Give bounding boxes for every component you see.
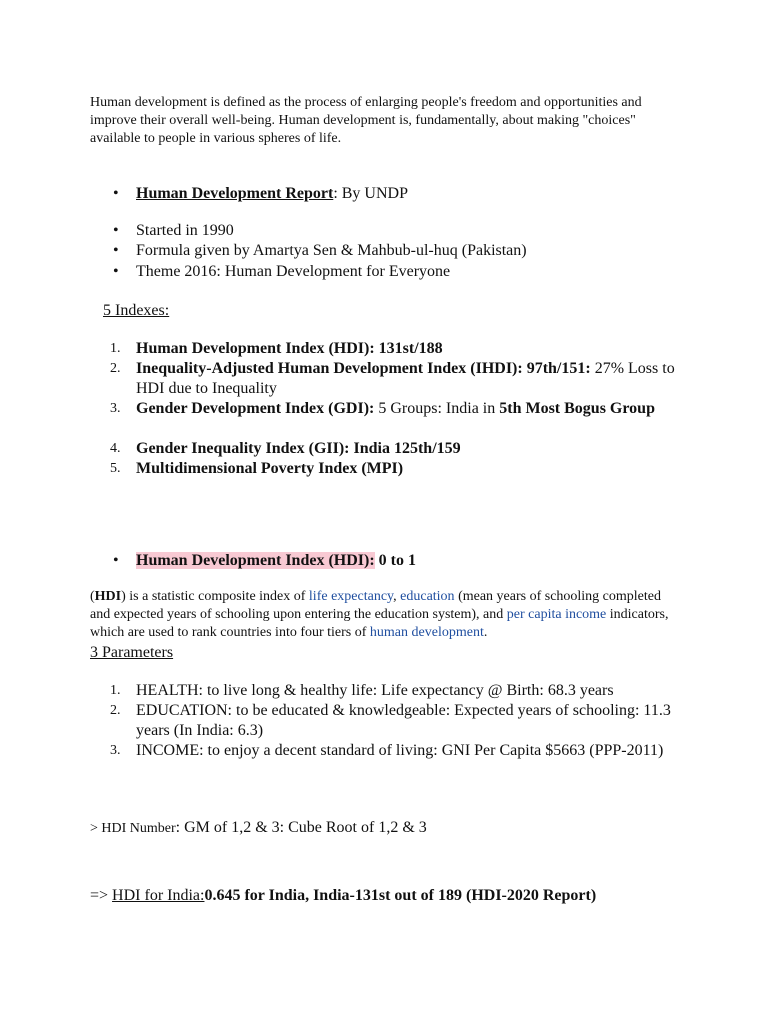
list-number: 1. <box>110 341 121 356</box>
index-item-bold2: 5th Most Bogus Group <box>499 400 655 417</box>
hdi-title-suffix: 0 to 1 <box>374 552 416 569</box>
intro-paragraph: Human development is defined as the process of enlarging people's freedom and opportunities and improve their overall well-being. Human development is, fundamentally, about making "choices" available to people in various spheres of life. <box>90 95 642 146</box>
bullet-icon: • <box>113 185 119 202</box>
bullet-icon: • <box>113 263 119 280</box>
hdr-title-suffix: : By UNDP <box>333 185 408 202</box>
hdi-india-value: 0.645 for India, India-131st out of 189 (HDI-2020 Report) <box>204 887 597 904</box>
text: ( <box>90 589 95 604</box>
hdi-number-rest: : GM of 1,2 & 3: Cube Root of 1,2 & 3 <box>175 819 427 836</box>
link-life-expectancy[interactable]: life expectancy <box>308 589 394 604</box>
link-education[interactable]: education <box>400 589 455 604</box>
list-number: 4. <box>110 441 121 456</box>
arrow-text: => <box>90 887 113 904</box>
list-number: 3. <box>110 743 121 758</box>
list-number: 2. <box>110 703 121 718</box>
list-number: 3. <box>110 401 121 416</box>
index-item-bold: Multidimensional Poverty Index (MPI) <box>136 460 404 477</box>
index-item <box>136 399 676 419</box>
text: , <box>393 589 401 604</box>
parameter-item: INCOME: to enjoy a decent standard of living: GNI Per Capita $5663 (PPP-2011) <box>136 742 664 759</box>
hdi-number-line <box>90 818 427 839</box>
text-bold: HDI <box>94 589 122 604</box>
index-item-bold: Gender Development Index (GDI): <box>136 400 375 417</box>
hdr-bullet: Theme 2016: Human Development for Everyone <box>136 263 451 280</box>
parameters-heading: 3 Parameters <box>90 644 174 661</box>
hdi-number-prefix: > HDI Number <box>90 821 176 836</box>
hdi-heading <box>136 551 416 571</box>
parameter-item: EDUCATION: to be educated & knowledgeable: Expected years of schooling: 11.3 years (In India: 6.3) <box>136 702 671 739</box>
index-item-bold: Inequality-Adjusted Human Development Index (IHDI): 97th/151: <box>136 360 591 377</box>
hdi-india-label: HDI for India: <box>112 887 205 904</box>
list-number: 2. <box>110 361 121 376</box>
text: indicators, which are used to rank countries into four tiers of <box>90 607 669 640</box>
hdr-bullet: Started in 1990 <box>136 222 234 239</box>
bullet-icon: • <box>113 552 119 569</box>
index-item <box>136 339 676 359</box>
parameter-item: HEALTH: to live long & healthy life: Life expectancy @ Birth: 68.3 years <box>136 682 614 699</box>
text: (mean years of schooling completed and expected years of schooling upon entering the education system), and <box>90 589 661 622</box>
index-item-bold: Gender Inequality Index (GII): India 125th/159 <box>136 440 461 457</box>
bullet-icon: • <box>113 222 119 239</box>
text: ) is a statistic composite index of <box>121 589 309 604</box>
link-human-development[interactable]: human development <box>369 625 484 640</box>
index-item <box>136 459 676 479</box>
list-number: 5. <box>110 461 121 476</box>
bullet-icon: • <box>113 242 119 259</box>
index-item-rest: 27% Loss to HDI due to Inequality <box>136 360 675 397</box>
index-item <box>136 359 676 399</box>
indexes-heading: 5 Indexes: <box>103 302 170 319</box>
hdi-title-highlight: Human Development Index (HDI): <box>136 552 375 569</box>
list-number: 1. <box>110 683 121 698</box>
text: . <box>483 625 488 640</box>
index-item <box>136 439 676 459</box>
link-per-capita-income[interactable]: per capita income <box>506 607 607 622</box>
index-item-bold: Human Development Index (HDI): 131st/188 <box>136 340 443 357</box>
hdr-title: Human Development Report <box>136 185 334 202</box>
hdi-india-line <box>90 886 596 906</box>
hdr-bullet: Formula given by Amartya Sen & Mahbub-ul-huq (Pakistan) <box>136 242 527 259</box>
hdr-heading <box>136 184 408 204</box>
hdi-definition <box>90 588 680 642</box>
index-item-rest: 5 Groups: India in <box>374 400 500 417</box>
